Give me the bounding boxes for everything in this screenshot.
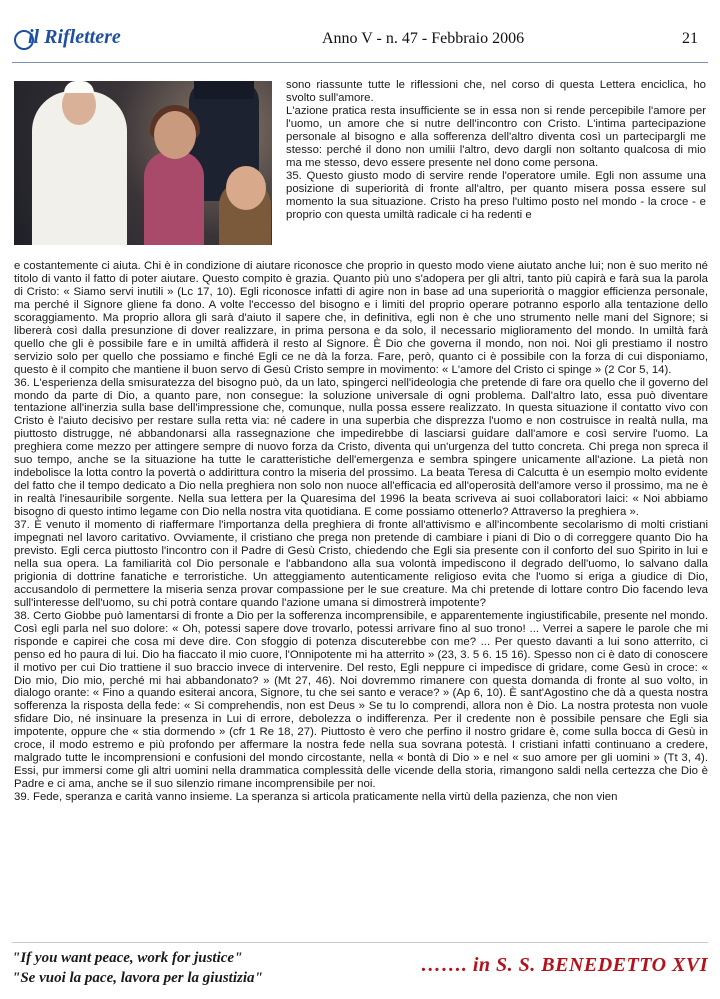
logo-text: il Riflettere: [28, 26, 121, 48]
footer-signature: ……. in S. S. BENEDETTO XVI: [420, 954, 708, 976]
logo-ring-icon: [14, 30, 34, 50]
masthead-logo: [14, 26, 121, 48]
full-width-text: [14, 260, 708, 804]
footer-quote-italian: "Se vuoi la pace, lavora per la giustizia": [12, 970, 263, 986]
header-divider: [12, 62, 708, 63]
paragraph: L'azione pratica resta insufficiente se in essa non si rende percepibile l'amore per l'uomo, un amore che si nutre dell'incontro con Cristo. L'intima partecipazione personale al bisogno e alla sofferenza dell'altro diventa così un partecipargli me stesso: perché il dono non umilii l'altro, devo dargli non soltanto qualcosa di mio ma me stesso, devo essere presente nel dono come persona.: [286, 104, 706, 169]
photo-girl: [144, 151, 204, 245]
footer-quote-english: "If you want peace, work for justice": [12, 950, 243, 966]
footer-divider: [12, 942, 708, 943]
photo-pope-with-children: [14, 81, 272, 245]
paragraph: 38. Certo Giobbe può lamentarsi di fronte a Dio per la sofferenza incomprensibile, e apparentemente ingiustificabile, presente nel mondo. Così egli parla nel suo dolore: « Oh, potessi sapere dove trovarlo, potessi arrivare fino al suo trono! ... Verrei a sapere le parole che mi risponde e capirei che cosa mi deve dire. Con sfoggio di potenza discuterebbe con me? ... Per questo davanti a lui sono atterrito, ci penso ed ho paura di lui. Dio ha fiaccato il mio cuore, l'Onnipotente mi ha atterrito » (23, 3. 5 6. 15 16). Spesso non ci è dato di conoscere il motivo per cui Dio trattiene il suo braccio invece di intervenire. Del resto, Egli neppure ci impedisce di gridare, come Gesù in croce: « Dio mio, Dio mio, perché mi hai abbandonato? » (Mt 27, 46). Noi dovremmo rimanere con questa domanda di fronte al suo volto, in dialogo orante: « Fino a quando esiterai ancora, Signore, tu che sei santo e verace? » (Ap 6, 10). È sant'Agostino che dà a questa nostra sofferenza la risposta della fede: « Si comprehendis, non est Deus » Se tu lo comprendi, allora non è Dio. La nostra protesta non vuole sfidare Dio, né insinuare la presenza in Lui di errore, debolezza o indifferenza. Per il credente non è possibile pensare che Egli sia impotente, oppure che « stia dormendo » (cfr 1 Re 18, 27). Piuttosto è vero che perfino il nostro gridare è, come sulla bocca di Gesù in croce, il modo estremo e più profondo per affermare la nostra fede nella sua sovrana potestà. I cristiani infatti continuano a credere, malgrado tutte le incomprensioni e confusioni del mondo circostante, nella « bontà di Dio » e nel « suo amore per gli uomini » (Tt 3, 4). Essi, pur immersi come gli altri uomini nella drammatica complessità delle vicende della storia, rimangono saldi nella certezza che Dio è Padre e ci ama, anche se il suo silenzio rimane incomprensibile per noi.: [14, 609, 708, 791]
page-header: [10, 24, 710, 64]
paragraph: e costantemente ci aiuta. Chi è in condizione di aiutare riconosce che proprio in questo modo viene aiutato anche lui; non è suo merito né titolo di vanto il fatto di poter aiutare. Questo compito è grazia. Quanto più uno s'adopera per gli altri, tanto più capirà e farà sua la parola di Cristo: « Siamo servi inutili » (Lc 17, 10). Egli riconosce infatti di agire non in base ad una superiorità o maggior efficienza personale, ma perché il Signore gliene fa dono. A volte l'eccesso del bisogno e i limiti del proprio operare potranno esporlo alla tentazione dello scoraggiamento. Ma proprio allora gli sarà d'aiuto il sapere che, in definitiva, egli non è che uno strumento nelle mani del Signore; si libererà così dalla presunzione di dover realizzare, in prima persona e da solo, il necessario miglioramento del mondo. In umiltà farà quello che gli è possibile fare e in umiltà affiderà il resto al Signore. È Dio che governa il mondo, non noi. Noi gli prestiamo il nostro servizio solo per quello che possiamo e finché Egli ce ne dà la forza. Fare, però, quanto ci è possibile con la forza di cui disponiamo, questo è il compito che mantiene il buon servo di Gesù Cristo sempre in movimento: « L'amore del Cristo ci spinge » (2 Cor 5, 14).: [14, 260, 708, 376]
page-number: 21: [682, 30, 698, 47]
paragraph: sono riassunte tutte le riflessioni che, nel corso di questa Lettera enciclica, ho svolto sull'amore.: [286, 79, 706, 104]
paragraph: 35. Questo giusto modo di servire rende l'operatore umile. Egli non assume una posizione di superiorità di fronte all'altro, per quanto misera possa essere sul momento la sua situazione. Cristo ha preso l'ultimo posto nel mondo - la croce - e proprio con questa umiltà radicale ci ha redenti e: [286, 169, 706, 221]
paragraph: 36. L'esperienza della smisuratezza del bisogno può, da un lato, spingerci nell'ideologia che pretende di fare ora quello che il governo del mondo da parte di Dio, a quanto pare, non consegue: la soluzione universale di ogni problema. Dall'altro lato, essa può diventare tentazione all'inerzia sulla base dell'impressione che, comunque, nulla possa essere realizzato. In questa situazione il contatto vivo con Cristo è l'aiuto decisivo per restare sulla retta via: né cadere in una superbia che disprezza l'uomo e non costruisce in realtà nulla, ma piuttosto distrugge, né abbandonarsi alla rassegnazione che impedirebbe di lasciarsi guidare dall'amore e così servire l'uomo. La preghiera come mezzo per attingere sempre di nuovo forza da Cristo, diventa qui un'urgenza del tutto concreta. Chi prega non spreca il suo tempo, anche se la situazione ha tutte le caratteristiche dell'emergenza e sembra spingere unicamente all'azione. La pietà non indebolisce la lotta contro la povertà o addirittura contro la miseria del prossimo. La beata Teresa di Calcutta è un esempio molto evidente del fatto che il tempo dedicato a Dio nella preghiera non solo non nuoce all'efficacia ed all'operosità dell'amore verso il prossimo, ma ne è in realtà l'inesauribile sorgente. Nella sua lettera per la Quaresima del 1996 la beata scriveva ai suoi collaboratori laici: « Noi abbiamo bisogno di questo intimo legame con Dio nella nostra vita quotidiana. E come possiamo ottenerlo? Attraverso la preghiera ».: [14, 376, 708, 519]
right-column-text: [286, 79, 706, 221]
issue-line: Anno V - n. 47 - Febbraio 2006: [322, 30, 525, 47]
paragraph: 37. È venuto il momento di riaffermare l'importanza della preghiera di fronte all'attivismo e all'incombente secolarismo di molti cristiani impegnati nel lavoro caritativo. Ovviamente, il cristiano che prega non pretende di cambiare i piani di Dio o di correggere quanto Dio ha previsto. Egli cerca piuttosto l'incontro con il Padre di Gesù Cristo, chiedendo che Egli sia presente con il conforto del suo Spirito in lui e nella sua opera. La familiarità col Dio personale e l'abbandono alla sua volontà impediscono il degrado dell'uomo, lo salvano dalla prigionia di dottrine fanatiche e terroristiche. Un atteggiamento autenticamente religioso evita che l'uomo si eriga a giudice di Dio, accusandolo di permettere la miseria senza provar compassione per le sue creature. Ma chi pretende di lottare contro Dio facendo leva sull'interesse dell'uomo, su chi potrà contare quando l'azione umana si dimostrerà impotente?: [14, 519, 708, 609]
paragraph: 39. Fede, speranza e carità vanno insieme. La speranza si articola praticamente nella virtù della pazienza, che non vien: [14, 791, 618, 804]
